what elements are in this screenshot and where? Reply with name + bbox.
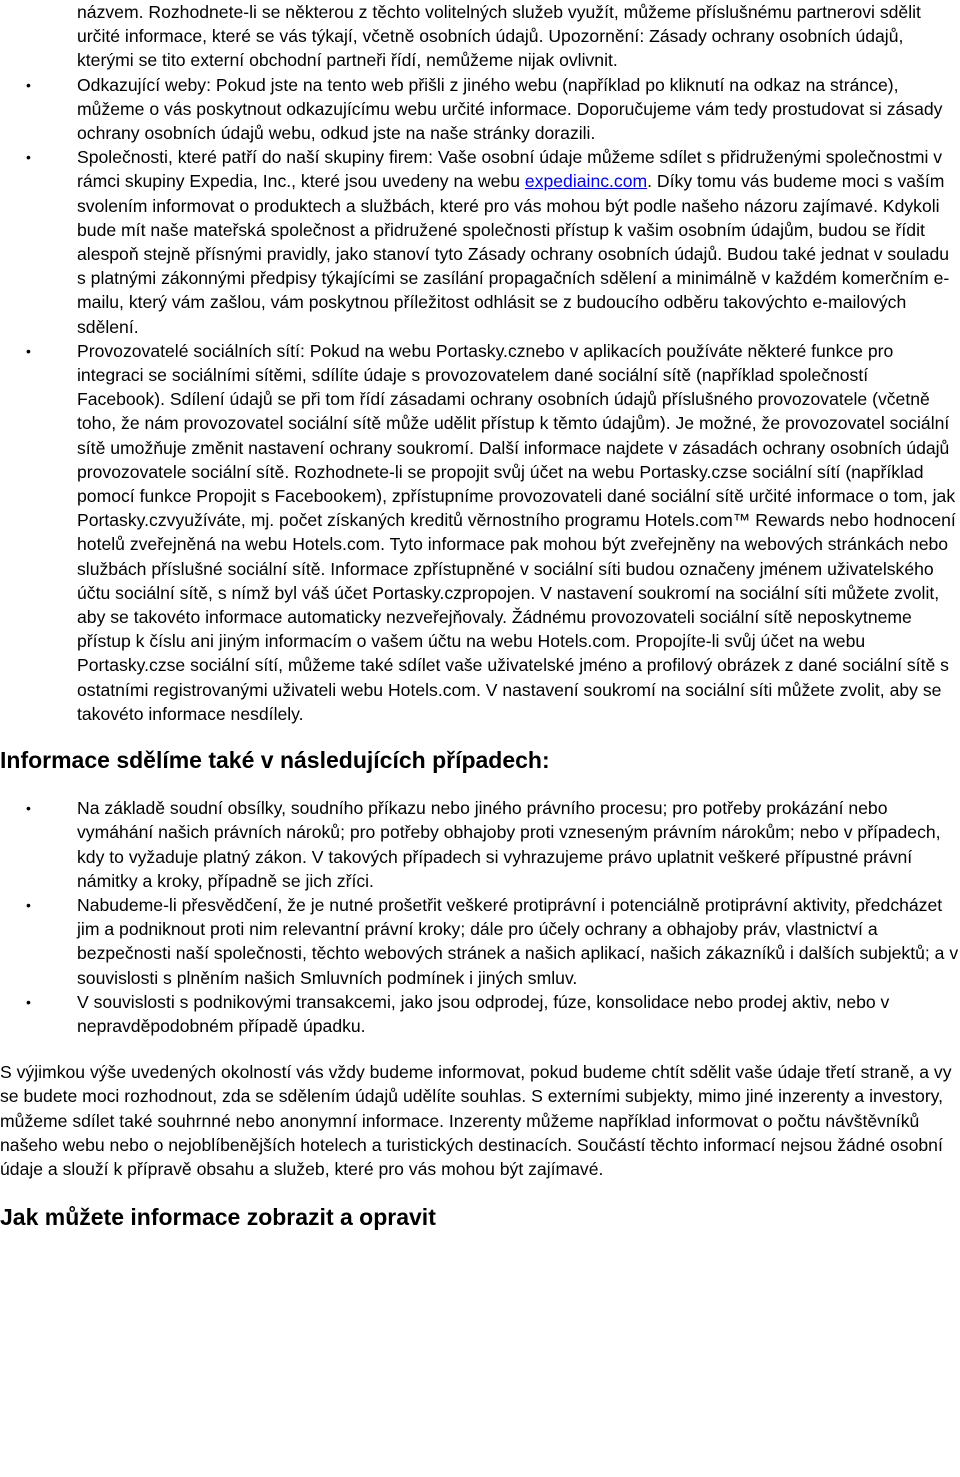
list-item	[0, 990, 960, 1038]
list-item	[0, 145, 960, 339]
list-item-text: Společnosti, které patří do naší skupiny firem: Vaše osobní údaje můžeme sdílet s přidruženými společnostmi v rámci skupiny Expedia, Inc., které jsou uvedeny na webu	[77, 147, 943, 192]
list-item-text: . Díky tomu vás budeme moci s vaším svolením informovat o produktech a službách, které pro vás mohou být podle našeho názoru zajímavé. Kdykoli bude mít naše mateřská společnost a přidružené společnosti přístup k vašim osobním údajům, budou se řídit alespoň stejně přísnými pravidly, jako stanoví tyto Zásady ochrany osobních údajů. Budou také jednat v souladu s platnými zákonnými předpisy týkajícími se zasílání propagačních sdělení a minimálně v každém komerčním e-mailu, který vám zašlou, vám poskytnou příležitost odhlásit se z budoucího odběru takovýchto e-mailových sdělení.	[77, 171, 950, 337]
bullet-icon: •	[26, 149, 31, 166]
list-item	[0, 893, 960, 990]
section-heading: Informace sdělíme také v následujících případech:	[0, 747, 550, 774]
list-item-text: Odkazující weby: Pokud jste na tento web přišli z jiného webu (například po kliknutí na odkaz na stránce), můžeme o vás poskytnout odkazujícímu webu určité informace. Doporučujeme vám tedy prostudovat si zásady ochrany osobních údajů webu, odkud jste na naše stránky dorazili.	[77, 74, 943, 144]
section-heading: Jak můžete informace zobrazit a opravit	[0, 1204, 436, 1231]
list-item-text: V souvislosti s podnikovými transakcemi, jako jsou odprodej, fúze, konsolidace nebo prodej aktiv, nebo v nepravděpodobném případě úpadku.	[77, 991, 890, 1036]
bullet-icon: •	[26, 896, 31, 913]
bullet-icon: •	[26, 76, 31, 93]
sharing-list	[0, 73, 960, 726]
list-item-text: Provozovatelé sociálních sítí: Pokud na webu Portasky.cznebo v aplikacích používáte některé funkce pro integraci se sociálními sítěmi, sdílíte údaje s provozovatelem dané sociální sítě (například společností Facebook). Sdílení údajů se při tom řídí zásadami ochrany osobních údajů příslušného provozovatele (včetně toho, že nám provozovatel sociální sítě může udělit přístup k těmto údajům). Je možné, že provozovatel sociální sítě umožňuje změnit nastavení ochrany soukromí. Další informace najdete v zásadách ochrany osobních údajů provozovatele sociální sítě. Rozhodnete-li se propojit svůj účet na webu Portasky.czse sociální sítí (například pomocí funkce Propojit s Facebookem), zpřístupníme provozovateli dané sociální sítě určité informace o tom, jak Portasky.czvyužíváte, mj. počet získaných kreditů věrnostního programu Hotels.com™ Rewards nebo hodnocení hotelů zveřejněná na webu Hotels.com. Tyto informace pak mohou být zveřejněny na webových stránkách nebo službách příslušné sociální sítě. Informace zpřístupněné v sociální síti budou označeny jménem uživatelského účtu sociální sítě, s nímž byl váš účet Portasky.czpropojen. V nastavení soukromí na sociální síti můžete zvolit, aby se takovéto informace automaticky nezveřejňovaly. Žádnému provozovateli sociální sítě neposkytneme přístup k číslu ani jiným informacím o vašem účtu na webu Hotels.com. Propojíte-li svůj účet na webu Portasky.czse sociální sítí, můžeme také sdílet vaše uživatelské jméno a profilový obrázek z dané sociální sítě s ostatními registrovanými uživateli webu Hotels.com. V nastavení soukromí na sociální síti můžete zvolit, aby se takovéto informace nesdílely.	[77, 340, 956, 724]
expediainc-link[interactable]: expediainc.com	[524, 171, 648, 192]
disclosure-list	[0, 796, 960, 1038]
bullet-icon: •	[26, 993, 31, 1010]
body-paragraph: S výjimkou výše uvedených okolností vás vždy budeme informovat, pokud budeme chtít sdělit vaše údaje třetí straně, a vy se budete moci rozhodnout, zda se sdělením údajů udělíte souhlas. S externími subjekty, mimo jiné inzerenty a investory, můžeme sdílet také souhrnné nebo anonymní informace. Inzerenty můžeme například informovat o počtu návštěvníků našeho webu nebo o nejoblíbenějších hotelech a turistických destinacích. Součástí těchto informací nejsou žádné osobní údaje a slouží k přípravě obsahu a služeb, které pro vás mohou být zajímavé.	[0, 1062, 952, 1179]
list-item	[0, 73, 960, 146]
list-item	[0, 796, 960, 893]
continued-list-item: názvem. Rozhodnete-li se některou z těchto volitelných služeb využít, můžeme příslušnému partnerovi sdělit určité informace, které se vás týkají, včetně osobních údajů. Upozornění: Zásady ochrany osobních údajů, kterými se tito externí obchodní partneři řídí, nemůžeme nijak ovlivnit.	[77, 2, 921, 71]
list-item-text: Nabudeme-li přesvědčení, že je nutné prošetřit veškeré protiprávní i potenciálně protiprávní aktivity, předcházet jim a podniknout proti nim relevantní právní kroky; dále pro účely ochrany a obhajoby práv, vlastnictví a bezpečnosti naší společnosti, těchto webových stránek a našich aplikací, našich zákazníků i dalších subjektů; a v souvislosti s plněním našich Smluvních podmínek i jiných smluv.	[77, 894, 959, 988]
list-item	[0, 339, 960, 726]
bullet-icon: •	[26, 342, 31, 359]
list-item-text: Na základě soudní obsílky, soudního příkazu nebo jiného právního procesu; pro potřeby prokázání nebo vymáhání našich právních nároků; pro potřeby obhajoby proti vzneseným právním nárokům; nebo v případech, kdy to vyžaduje platný zákon. V takových případech si vyhrazujeme právo uplatnit veškeré přípustné právní námitky a kroky, případně se jich zříci.	[77, 798, 941, 891]
bullet-icon: •	[26, 800, 31, 817]
